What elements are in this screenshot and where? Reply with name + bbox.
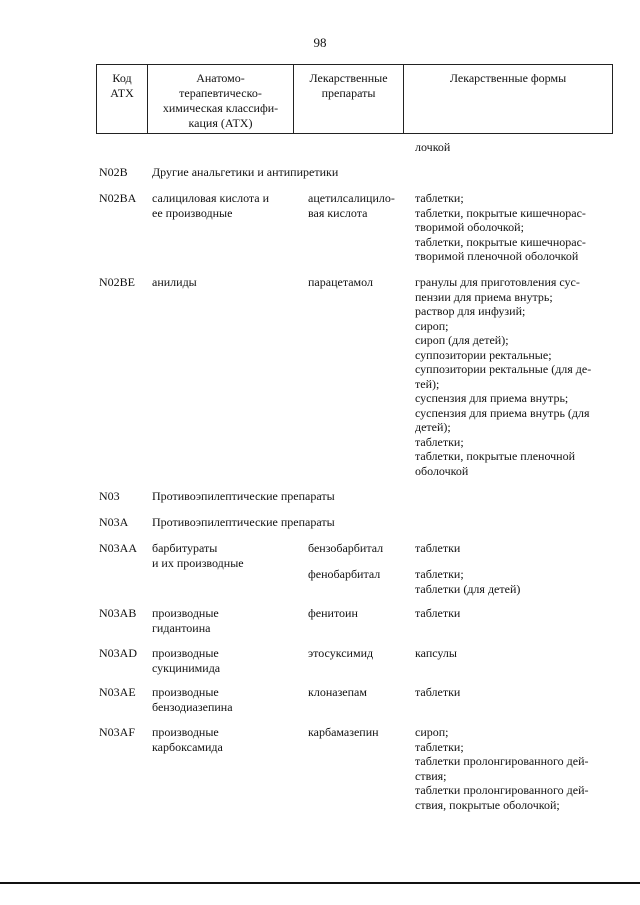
row-classification: Другие анальгетики и антипиретики — [152, 165, 339, 179]
row-forms: сироп; таблетки; таблетки пролонгированного дей- ствия; таблетки пролонгированного дей- ствия, покрытые оболочкой; — [415, 725, 589, 812]
row-forms: капсулы — [415, 646, 457, 660]
header-classification: Анатомо- терапевтическо- химическая классифи- кация (АТХ) — [148, 65, 294, 133]
row-drug: этосуксимид — [308, 646, 374, 660]
row-drug: парацетамол — [308, 275, 373, 289]
bottom-rule — [0, 882, 640, 884]
row-code: N03 — [99, 489, 120, 503]
row-classification: барбитураты и их производные — [152, 541, 244, 570]
header-code: Код АТХ — [97, 65, 148, 133]
row-code: N03AA — [99, 541, 137, 555]
row-code: N02BE — [99, 275, 135, 289]
row-classification: производные гидантоина — [152, 606, 219, 635]
row-drug: фенитоин — [308, 606, 358, 620]
header-forms: Лекарственные формы — [449, 71, 567, 85]
carryover-text: лочкой — [415, 140, 451, 154]
row-code: N02BA — [99, 191, 137, 205]
row-drug: клоназепам — [308, 685, 367, 699]
row-forms: таблетки — [415, 685, 461, 699]
row-forms: гранулы для приготовления сус- пензии для приема внутрь; раствор для инфузий; сироп; сироп (для детей); суппозитории ректальные; суппозитории ректальные (для де- тей); суспензия для приема внутрь; суспензия для приема внутрь (для детей); таблетки; таблетки, покрытые пленочной оболочкой — [415, 275, 592, 478]
header-drugs: Лекарственные препараты — [294, 65, 404, 133]
row-classification: анилиды — [152, 275, 197, 289]
row-drug: бензобарбитал — [308, 541, 384, 555]
row-classification: производные карбоксамида — [152, 725, 223, 754]
row-code: N03AB — [99, 606, 137, 620]
row-forms: таблетки; таблетки, покрытые кишечнорас- творимой оболочкой; таблетки, покрытые кишечнорас- творимой пленочной оболочкой — [415, 191, 586, 263]
row-forms: таблетки — [415, 606, 461, 620]
page-number: 98 — [313, 35, 327, 50]
row-drug: фенобарбитал — [308, 567, 381, 581]
row-classification: Противоэпилептические препараты — [152, 489, 335, 503]
row-classification: производные сукцинимида — [152, 646, 221, 675]
row-code: N02B — [99, 165, 128, 179]
row-forms: таблетки — [415, 541, 461, 555]
row-classification: салициловая кислота и ее производные — [152, 191, 270, 220]
row-drug: карбамазепин — [308, 725, 379, 739]
row-code: N03AD — [99, 646, 137, 660]
row-code: N03AF — [99, 725, 136, 739]
row-code: N03AE — [99, 685, 136, 699]
table-header — [96, 64, 613, 134]
row-forms: таблетки; таблетки (для детей) — [415, 567, 521, 596]
row-drug: ацетилсалицило- вая кислота — [308, 191, 395, 220]
row-code: N03A — [99, 515, 129, 529]
row-classification: производные бензодиазепина — [152, 685, 233, 714]
row-classification: Противоэпилептические препараты — [152, 515, 335, 529]
